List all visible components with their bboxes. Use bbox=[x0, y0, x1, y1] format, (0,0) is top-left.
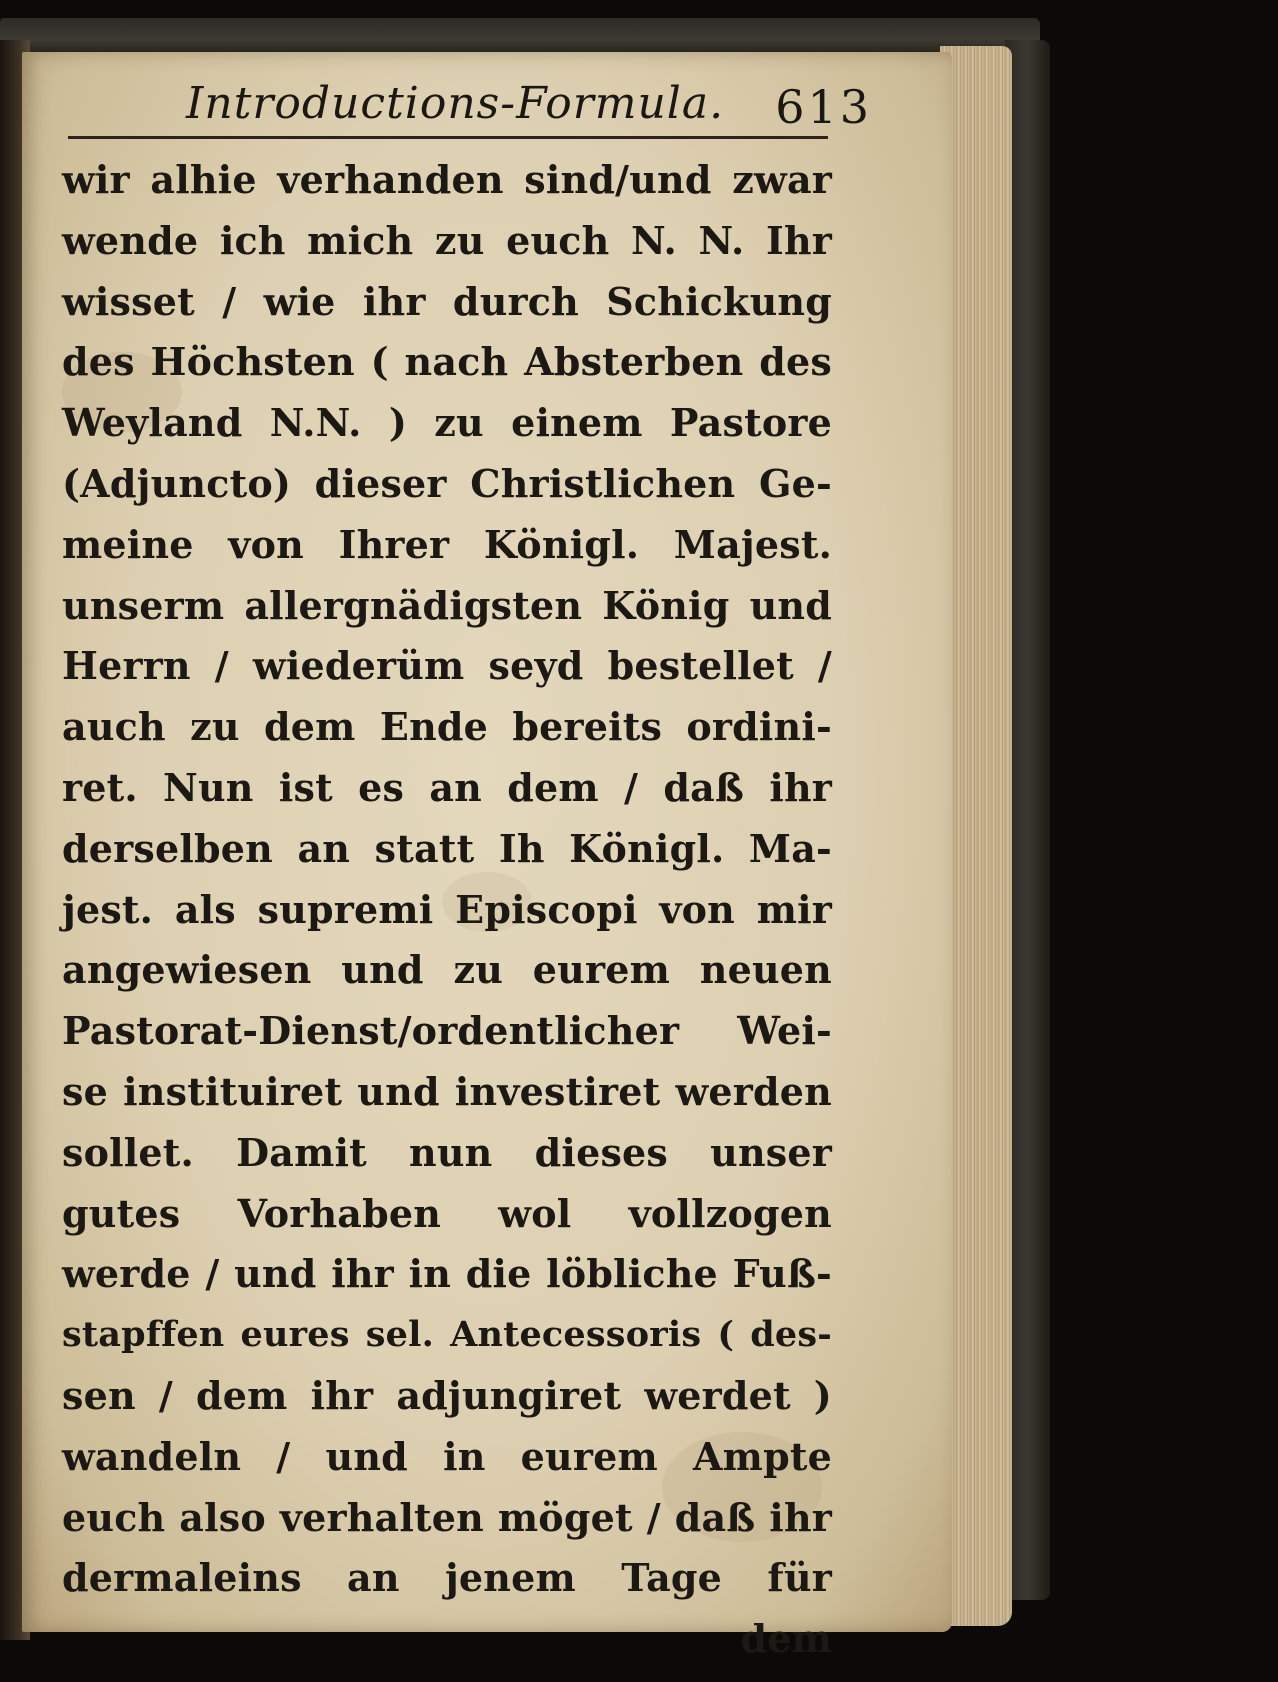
text-line: sollet. Damit nun dieses unser bbox=[62, 1129, 832, 1175]
text-line: wende ich mich zu euch N. N. Ihr bbox=[62, 217, 832, 263]
page-number: 613 bbox=[775, 80, 872, 134]
text-line: auch zu dem Ende bereits ordini- bbox=[62, 704, 832, 750]
text-line: unserm allergnädigsten König und bbox=[62, 582, 832, 628]
text-line: gutes Vorhaben wol vollzogen bbox=[62, 1190, 832, 1236]
text-line: dermaleins an jenem Tage für bbox=[62, 1555, 832, 1601]
text-line: jest. als supremi Episcopi von mir bbox=[62, 886, 832, 932]
text-line: meine von Ihrer Königl. Majest. bbox=[62, 521, 832, 567]
header-rule bbox=[68, 136, 828, 139]
text-line: ret. Nun ist es an dem / daß ihr bbox=[62, 764, 832, 810]
text-line: angewiesen und zu eurem neuen bbox=[62, 947, 832, 993]
text-line: wisset / wie ihr durch Schickung bbox=[62, 278, 832, 324]
text-line: sen / dem ihr adjungiret werdet ) bbox=[62, 1372, 832, 1418]
text-line: Pastorat-Dienst/ordentlicher Wei- bbox=[62, 1008, 832, 1054]
text-line: des Höchsten ( nach Absterben des bbox=[62, 339, 832, 385]
book-cover-top bbox=[0, 18, 1040, 54]
text-line: derselben an statt Ih Königl. Ma- bbox=[62, 825, 832, 871]
running-head: Introductions-Formula. bbox=[186, 78, 725, 129]
text-line: (Adjuncto) dieser Christlichen Ge- bbox=[62, 460, 832, 506]
text-line: wandeln / und in eurem Ampte bbox=[62, 1433, 832, 1479]
text-line: werde / und ihr in die löbliche Fuß- bbox=[62, 1251, 832, 1297]
text-line: euch also verhalten möget / daß ihr bbox=[62, 1494, 832, 1540]
text-line: Weyland N.N. ) zu einem Pastore bbox=[62, 400, 832, 446]
text-line: se instituiret und investiret werden bbox=[62, 1068, 832, 1114]
text-line: stapffen eures sel. Antecessoris ( des- bbox=[62, 1314, 832, 1356]
text-line: wir alhie verhanden sind/und zwar bbox=[62, 157, 832, 202]
page-header bbox=[60, 74, 872, 144]
text-line: Herrn / wiederüm seyd bestellet / bbox=[62, 643, 832, 689]
body-text bbox=[62, 150, 832, 1670]
catchword: dem bbox=[740, 1616, 832, 1662]
